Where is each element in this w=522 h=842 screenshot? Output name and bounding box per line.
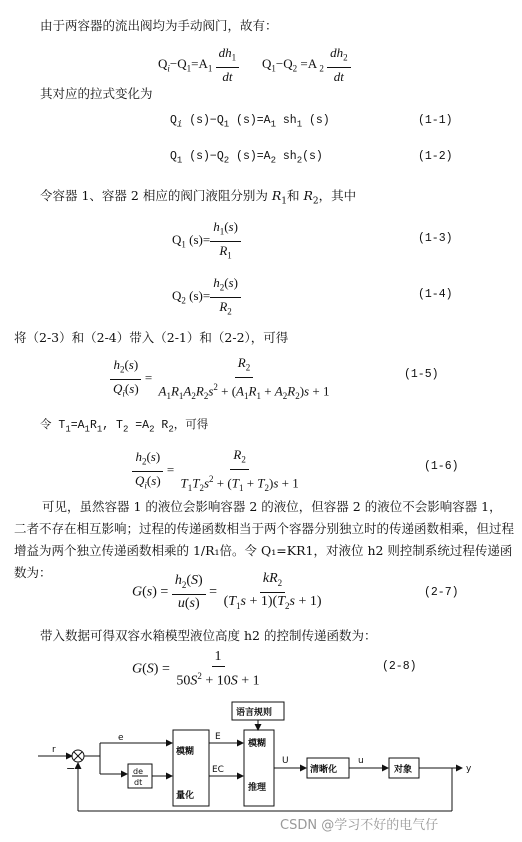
- t-definition: 令 $T_1=A_1R_1$, $T_2 =A_2$ $R_2$，可得: [40, 419, 209, 435]
- laplace-intro: 其对应的拉式变化为: [40, 86, 153, 101]
- equation-2-7: G(s) = $\frac{h_2(S)}{u(s)}$ = $\frac{kR_2}{(T_1s + 1)(T_2s + 1)}$: [132, 571, 322, 611]
- label-e: e: [118, 733, 124, 743]
- equation-number-2-8: (2-8): [382, 660, 417, 673]
- label-EC: EC: [212, 765, 224, 775]
- resistance-intro: 令容器 1、容器 2 相应的阀门液阻分别为 $R_1$和 $R_2$，其中: [40, 188, 357, 207]
- label-u: u: [358, 756, 364, 766]
- equation-2-8: G(S) = $\frac{1}{50S^2 + 10S + 1}$: [132, 649, 260, 689]
- plant-label: 对象: [394, 765, 413, 775]
- label-U: U: [282, 756, 289, 766]
- equation-number-1-1: (1-1): [418, 114, 453, 127]
- csdn-watermark: CSDN @学习不好的电气仔: [280, 818, 439, 833]
- label-minus: −: [66, 762, 76, 775]
- equation-number-1-3: (1-3): [418, 232, 453, 245]
- equation-1-3: $Q_1$ (s)= $\frac{h_1(s)}{R_1}$: [172, 218, 241, 264]
- inference-label-top: 模糊: [248, 739, 267, 749]
- explanation-paragraph: 可见，虽然容器 1 的液位会影响容器 2 的液位，但容器 2 的液位不会影响容器 1，二者不存在相互影响；过程的传递函数相当于两个容器分别独立时的传递函数相乘，但过程增益为两个独立传递函数相乘的 1/R₁倍。令 Q₁=KR1，对液位 h2 则控制系统过程传递函数为：: [14, 499, 515, 580]
- fuzzify-label-top: 模糊: [176, 747, 195, 757]
- inference-label-bottom: 推理: [248, 783, 267, 793]
- label-de: de: [133, 767, 143, 776]
- equation-number-1-4: (1-4): [418, 288, 453, 301]
- equation-number-1-2: (1-2): [418, 150, 453, 163]
- fuzzify-label-bottom: 量化: [176, 791, 195, 801]
- equation-diff-1: $Q_i-Q_1=A_1$ $\frac{dh_1}{dt}$: [158, 44, 239, 86]
- equation-1-4: $Q_2$ (s)= $\frac{h_2(s)}{R_2}$: [172, 274, 241, 320]
- equation-number-1-6: (1-6): [424, 460, 459, 473]
- rules-label: 语言规则: [236, 708, 273, 718]
- equation-number-1-5: (1-5): [404, 368, 439, 381]
- equation-1-6: $\frac{h_2(s)}{Q_i(s)}$ = $\frac{R_2}{T_1T_2s^2 + (T_1 + T_2)s + 1}$: [132, 446, 302, 497]
- equation-diff-2: $Q_1-Q_2 =A$ $_2$ $\frac{dh_2}{dt}$: [262, 44, 351, 86]
- fuzzy-control-block-diagram: [0, 696, 522, 842]
- data-intro: 带入数据可得双容水箱模型液位高度 h2 的控制传递函数为：: [40, 628, 377, 643]
- substitute-text: 将（2-3）和（2-4）带入（2-1）和（2-2），可得: [14, 330, 289, 345]
- intro-text: 由于两容器的流出阀均为手动阀门，故有：: [40, 18, 278, 33]
- defuzzify-label: 清晰化: [310, 765, 338, 775]
- equation-1-5: $\frac{h_2(s)}{Q_i(s)}$ = $\frac{R_2}{A_1R_1A_2R_2s^2 + (A_1R_1 + A_2R_2)s + 1}$: [110, 354, 332, 405]
- label-dt: dt: [134, 778, 143, 787]
- equation-1-1: $Q_i$ $(s)-Q_1$ $(s)=A_1$ $sh_1$ (s): [170, 114, 330, 130]
- equation-number-2-7: (2-7): [424, 586, 459, 599]
- label-r: r: [52, 745, 56, 755]
- label-E: E: [215, 732, 221, 742]
- label-y: y: [466, 764, 472, 774]
- equation-1-2: $Q_1$ $(s)-Q_2$ $(s)=A_2$ $sh_2(s)$: [170, 150, 323, 166]
